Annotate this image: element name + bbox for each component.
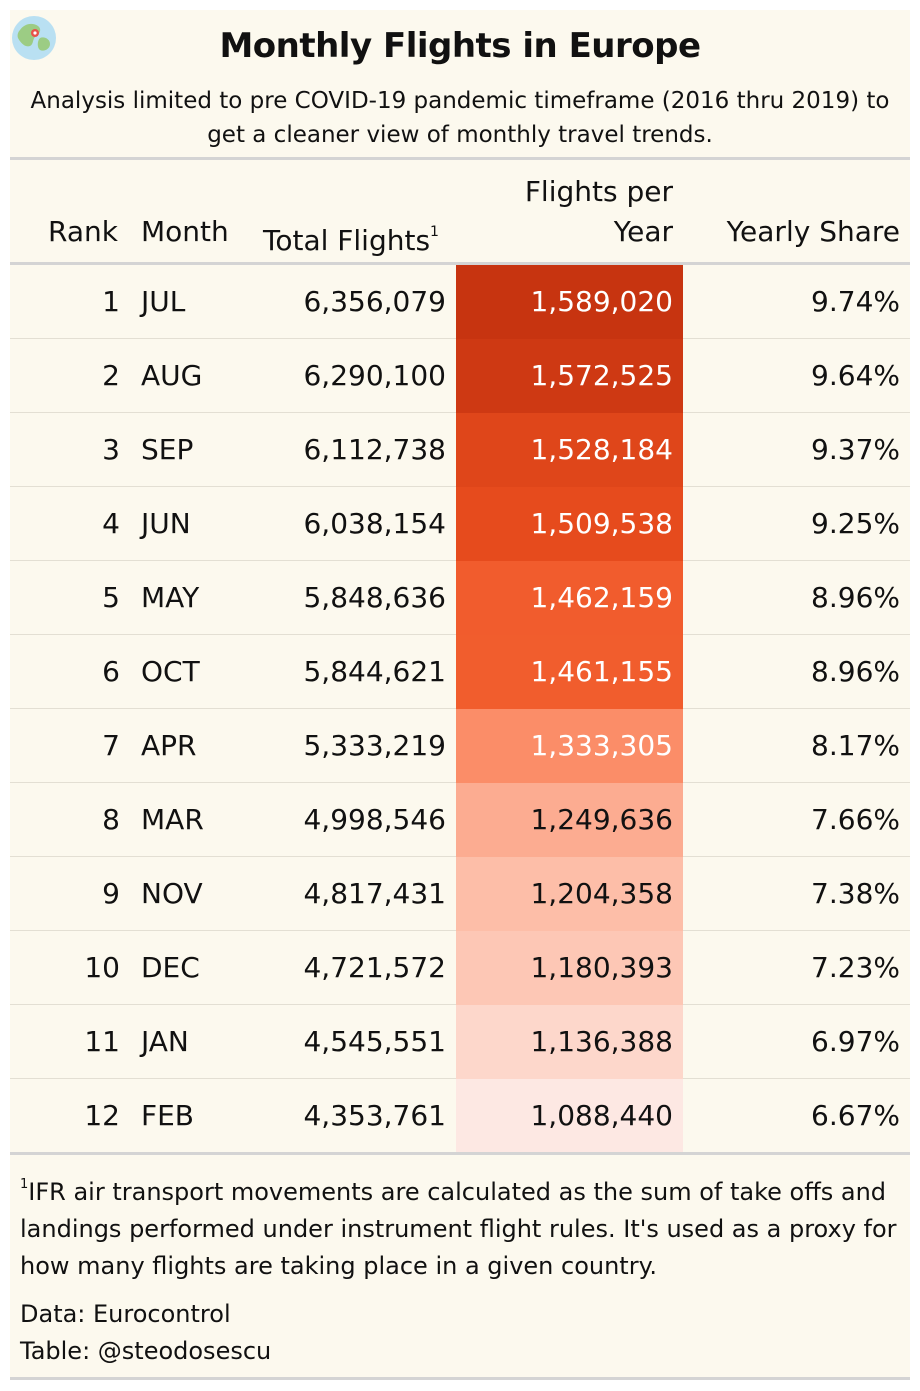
source-credits <box>20 1296 905 1370</box>
table-row <box>10 1005 910 1079</box>
total-flights-cell: 6,356,079 <box>303 285 446 318</box>
flights-per-year-cell: 1,462,159 <box>456 561 683 635</box>
flights-per-year-cell: 1,204,358 <box>456 857 683 931</box>
total-flights-cell: 6,112,738 <box>303 433 446 466</box>
header-yearly-share: Yearly Share <box>726 215 900 248</box>
header-flights-per-year <box>466 172 673 252</box>
table-row <box>10 413 910 487</box>
source-data: Data: Eurocontrol <box>20 1300 231 1328</box>
rank-cell: 4 <box>102 507 120 540</box>
source-table: Table: @steodosescu <box>20 1337 272 1365</box>
header-fpy-line-1: Flights per <box>524 175 673 208</box>
month-cell: NOV <box>141 877 203 910</box>
month-cell: MAY <box>141 581 200 614</box>
flights-per-year-cell: 1,088,440 <box>456 1079 683 1153</box>
flights-per-year-cell: 1,249,636 <box>456 783 683 857</box>
table-row <box>10 709 910 783</box>
flights-per-year-cell: 1,528,184 <box>456 413 683 487</box>
chart-subtitle <box>10 84 910 152</box>
header-total-flights-label: Total Flights <box>263 224 431 257</box>
chart-title: Monthly Flights in Europe <box>219 26 701 66</box>
total-flights-cell: 4,721,572 <box>303 951 446 984</box>
flights-per-year-cell: 1,136,388 <box>456 1005 683 1079</box>
month-cell: FEB <box>141 1099 195 1132</box>
yearly-share-cell: 9.64% <box>811 359 900 392</box>
table-row <box>10 931 910 1005</box>
yearly-share-cell: 7.38% <box>811 877 900 910</box>
table-row <box>10 339 910 413</box>
flights-per-year-cell: 1,589,020 <box>456 265 683 339</box>
total-flights-cell: 4,817,431 <box>303 877 446 910</box>
subtitle-line-2: get a cleaner view of monthly travel trends. <box>207 122 713 148</box>
subtitle-line-1: Analysis limited to pre COVID-19 pandemic timeframe (2016 thru 2019) to <box>30 88 890 114</box>
rank-cell: 12 <box>84 1099 120 1132</box>
yearly-share-cell: 7.23% <box>811 951 900 984</box>
month-cell: JUN <box>141 507 191 540</box>
table-row <box>10 487 910 561</box>
rank-cell: 7 <box>102 729 120 762</box>
divider-end <box>10 1377 910 1380</box>
yearly-share-cell: 7.66% <box>811 803 900 836</box>
yearly-share-cell: 8.17% <box>811 729 900 762</box>
header-total-flights <box>263 212 439 261</box>
total-flights-cell: 4,998,546 <box>303 803 446 836</box>
month-cell: APR <box>141 729 197 762</box>
month-cell: JAN <box>141 1025 189 1058</box>
total-flights-cell: 4,545,551 <box>303 1025 446 1058</box>
yearly-share-cell: 8.96% <box>811 655 900 688</box>
rank-cell: 3 <box>102 433 120 466</box>
rank-cell: 2 <box>102 359 120 392</box>
header-month: Month <box>141 215 229 248</box>
flights-per-year-cell: 1,180,393 <box>456 931 683 1005</box>
table-row <box>10 561 910 635</box>
header-rank: Rank <box>48 215 118 248</box>
yearly-share-cell: 9.37% <box>811 433 900 466</box>
footnote-marker: 1 <box>430 224 439 240</box>
table-row <box>10 857 910 931</box>
table-row <box>10 783 910 857</box>
total-flights-cell: 5,844,621 <box>303 655 446 688</box>
rank-cell: 8 <box>102 803 120 836</box>
total-flights-cell: 5,848,636 <box>303 581 446 614</box>
month-cell: OCT <box>141 655 200 688</box>
flights-per-year-cell: 1,333,305 <box>456 709 683 783</box>
rank-cell: 9 <box>102 877 120 910</box>
rank-cell: 5 <box>102 581 120 614</box>
yearly-share-cell: 6.67% <box>811 1099 900 1132</box>
total-flights-cell: 6,290,100 <box>303 359 446 392</box>
footnote-text: IFR air transport movements are calculated as the sum of take offs and landings performed under instrument flight rules. It's used as a proxy for how many flights are taking place in a given country. <box>20 1178 897 1280</box>
month-cell: SEP <box>141 433 194 466</box>
month-cell: AUG <box>141 359 203 392</box>
footnote <box>20 1166 905 1285</box>
rank-cell: 1 <box>102 285 120 318</box>
flights-per-year-cell: 1,461,155 <box>456 635 683 709</box>
divider-bottom <box>10 1152 910 1155</box>
month-cell: DEC <box>141 951 200 984</box>
rank-cell: 6 <box>102 655 120 688</box>
footnote-sup: 1 <box>20 1177 29 1192</box>
total-flights-cell: 6,038,154 <box>303 507 446 540</box>
table-row <box>10 635 910 709</box>
rank-cell: 10 <box>84 951 120 984</box>
flights-per-year-cell: 1,572,525 <box>456 339 683 413</box>
yearly-share-cell: 6.97% <box>811 1025 900 1058</box>
divider-top <box>10 157 910 160</box>
header-fpy-line-2: Year <box>613 215 673 248</box>
month-cell: JUL <box>141 285 186 318</box>
total-flights-cell: 5,333,219 <box>303 729 446 762</box>
rank-cell: 11 <box>84 1025 120 1058</box>
table-row <box>10 265 910 339</box>
total-flights-cell: 4,353,761 <box>303 1099 446 1132</box>
table-row <box>10 1079 910 1153</box>
table-card <box>10 10 910 1380</box>
month-cell: MAR <box>141 803 204 836</box>
yearly-share-cell: 9.25% <box>811 507 900 540</box>
yearly-share-cell: 9.74% <box>811 285 900 318</box>
flights-per-year-cell: 1,509,538 <box>456 487 683 561</box>
yearly-share-cell: 8.96% <box>811 581 900 614</box>
